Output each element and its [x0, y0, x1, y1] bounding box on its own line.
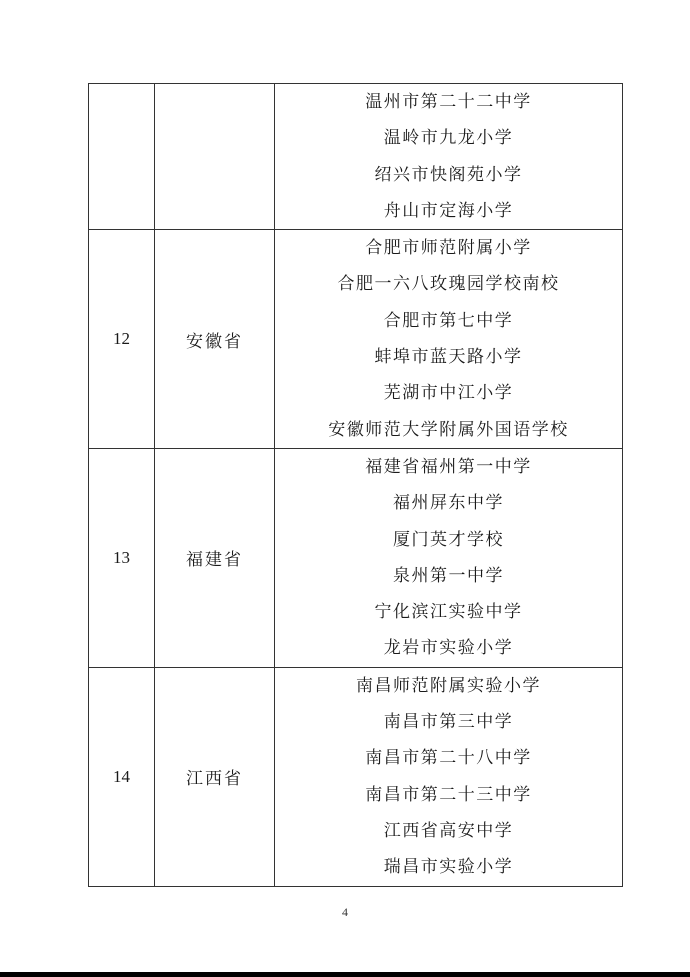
- schools-cell: [275, 230, 623, 449]
- province-cell: 江西省: [155, 667, 275, 886]
- school-name: 温岭市九龙小学: [383, 128, 514, 149]
- table-row: [89, 84, 623, 230]
- school-name: 舟山市定海小学: [383, 200, 514, 221]
- school-name: 绍兴市快阁苑小学: [374, 164, 523, 185]
- table-row: [89, 230, 623, 449]
- school-name: 泉州第一中学: [393, 565, 504, 586]
- school-name: 南昌市第二十三中学: [365, 784, 532, 805]
- school-name: 厦门英才学校: [393, 529, 504, 550]
- province-cell: 福建省: [155, 448, 275, 667]
- province-cell: 安徽省: [155, 230, 275, 449]
- school-name: 福州屏东中学: [393, 493, 504, 514]
- school-name: 瑞昌市实验小学: [383, 857, 514, 878]
- schools-cell: [275, 448, 623, 667]
- schools-cell: [275, 84, 623, 230]
- school-name: 南昌市第二十八中学: [365, 748, 532, 769]
- bottom-border: [0, 972, 690, 977]
- row-number-cell: 12: [89, 230, 155, 449]
- school-name: 蚌埠市蓝天路小学: [374, 347, 523, 368]
- row-number-cell: 14: [89, 667, 155, 886]
- school-name: 宁化滨江实验中学: [374, 602, 523, 623]
- row-number-cell: 13: [89, 448, 155, 667]
- schools-cell: [275, 667, 623, 886]
- table-row: [89, 667, 623, 886]
- school-name: 福建省福州第一中学: [365, 456, 532, 477]
- province-cell: [155, 84, 275, 230]
- school-name: 合肥市师范附属小学: [365, 238, 532, 259]
- row-number-cell: [89, 84, 155, 230]
- table-row: [89, 448, 623, 667]
- school-name: 合肥一六八玫瑰园学校南校: [337, 274, 560, 295]
- school-name: 江西省高安中学: [383, 820, 514, 841]
- school-name: 南昌市第三中学: [383, 712, 514, 733]
- school-name: 龙岩市实验小学: [383, 638, 514, 659]
- school-name: 温州市第二十二中学: [365, 92, 532, 112]
- school-name: 合肥市第七中学: [383, 310, 514, 331]
- school-name: 南昌师范附属实验小学: [356, 675, 541, 696]
- school-name: 安徽师范大学附属外国语学校: [328, 419, 569, 440]
- school-name: 芜湖市中江小学: [383, 383, 514, 404]
- page-number: 4: [342, 905, 348, 919]
- school-list-table: [88, 83, 623, 887]
